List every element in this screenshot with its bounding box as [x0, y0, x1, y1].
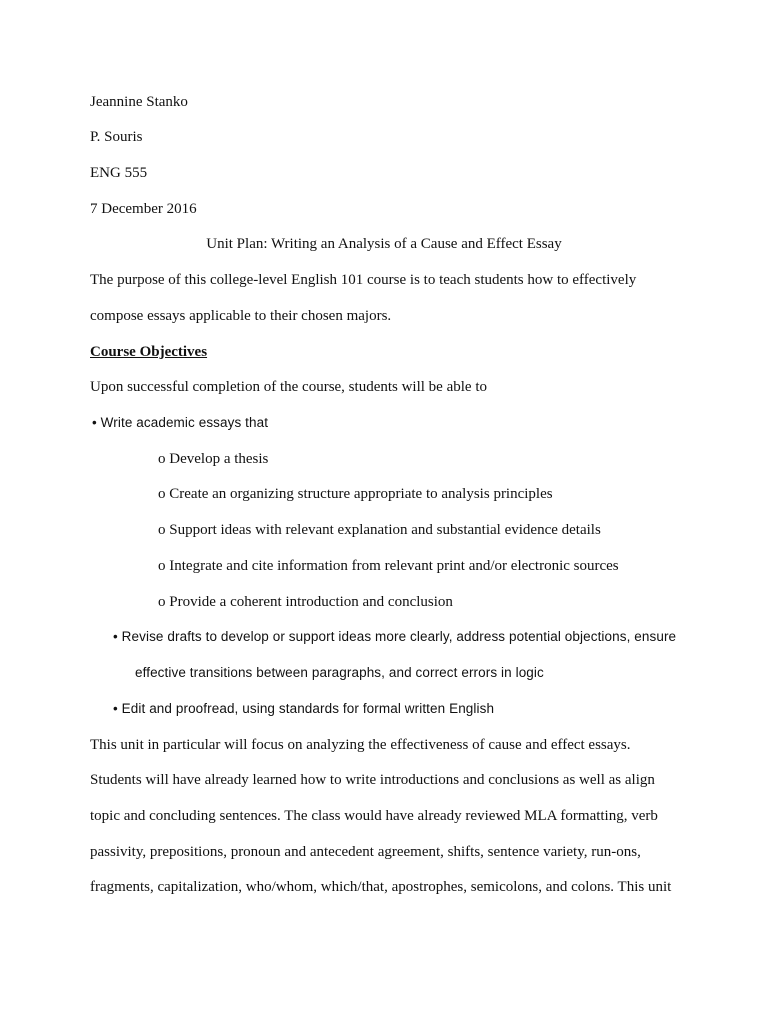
section-heading: Course Objectives: [90, 344, 208, 360]
bullet-continuation: effective transitions between paragraphs, and correct errors in logic: [135, 665, 544, 680]
bullet-item: • Write academic essays that: [92, 415, 269, 430]
bullet-item: • Revise drafts to develop or support ideas more clearly, address potential objections, ensure: [113, 629, 677, 644]
bullet-item: • Edit and proofread, using standards for formal written English: [113, 701, 495, 716]
author-name: Jeannine Stanko: [90, 94, 188, 110]
body-line: fragments, capitalization, who/whom, which/that, apostrophes, semicolons, and colons. This unit: [90, 879, 672, 895]
sub-item: o Provide a coherent introduction and conclusion: [158, 594, 453, 610]
intro-line: compose essays applicable to their chosen majors.: [90, 308, 392, 324]
document-title: Unit Plan: Writing an Analysis of a Cause and Effect Essay: [206, 236, 562, 252]
sub-item: o Support ideas with relevant explanation and substantial evidence details: [158, 522, 601, 538]
body-line: passivity, prepositions, pronoun and antecedent agreement, shifts, sentence variety, run-ons,: [90, 844, 641, 860]
sub-item: o Create an organizing structure appropriate to analysis principles: [158, 486, 553, 502]
body-line: Students will have already learned how to write introductions and conclusions as well as align: [90, 772, 655, 788]
body-line: topic and concluding sentences. The class would have already reviewed MLA formatting, verb: [90, 808, 658, 824]
sub-item: o Develop a thesis: [158, 451, 269, 467]
course-code: ENG 555: [90, 165, 148, 181]
body-line: This unit in particular will focus on analyzing the effectiveness of cause and effect essays.: [90, 737, 631, 753]
sub-item: o Integrate and cite information from relevant print and/or electronic sources: [158, 558, 619, 574]
objectives-lead: Upon successful completion of the course, students will be able to: [90, 379, 487, 395]
intro-line: The purpose of this college-level English 101 course is to teach students how to effectively: [90, 272, 637, 288]
document-date: 7 December 2016: [90, 201, 197, 217]
instructor-name: P. Souris: [90, 129, 143, 145]
